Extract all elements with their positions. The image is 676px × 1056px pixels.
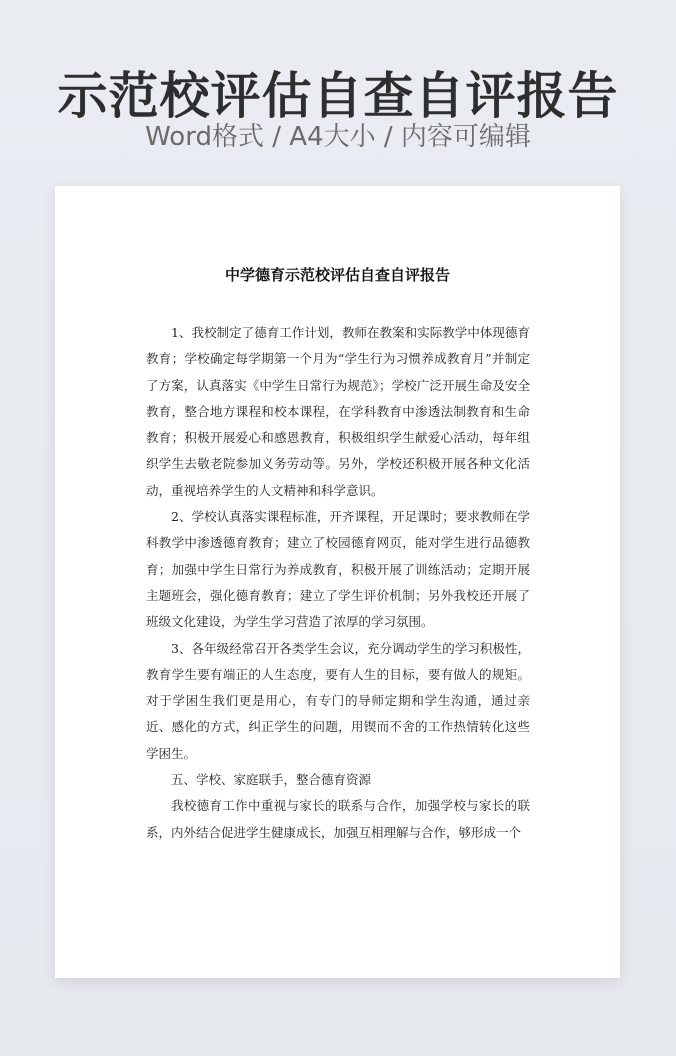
banner-title: 示范校评估自查自评报告 bbox=[57, 67, 619, 125]
paragraph-3: 3、各年级经常召开各类学生会议，充分调动学生的学习积极性，教育学生要有端正的人生态度，要有人生的目标，要有做人的规矩。对于学困生我们更是用心，有专门的导师定期和学生沟通，通过亲近、感化的方式，纠正学生的问题，用锲而不舍的工作热情转化这些学困生。 bbox=[146, 640, 530, 761]
paragraph-1: 1、我校制定了德育工作计划，教师在教案和实际教学中体现德育教育；学校确定每学期第一个月为“学生行为习惯养成教育月”并制定了方案，认真落实《中学生日常行为规范》；学校广泛开展生命及安全教育，整合地方课程和校本课程，在学科教育中渗透法制教育和生命教育；积极开展爱心和感恩教育，积极组织学生献爱心活动，每年组织学生去敬老院参加义务劳动等。另外，学校还积极开展各种文化活动，重视培养学生的人文精神和科学意识。 bbox=[146, 325, 530, 498]
document-body bbox=[146, 320, 530, 846]
banner-subtitle: Word格式 / A4大小 / 内容可编辑 bbox=[145, 122, 531, 152]
paragraph-4: 我校德育工作中重视与家长的联系与合作，加强学校与家长的联系，内外结合促进学生健康成长，加强互相理解与合作，够形成一个 bbox=[146, 798, 530, 840]
paragraph-2: 2、学校认真落实课程标准，开齐课程，开足课时；要求教师在学科教学中渗透德育教育；建立了校园德育网页，能对学生进行品德教育；加强中学生日常行为养成教育，积极开展了训练活动；定期开展主题班会，强化德育教育；建立了学生评价机制；另外我校还开展了班级文化建设，为学生学习营造了浓厚的学习氛围。 bbox=[146, 509, 530, 630]
document-page bbox=[55, 186, 620, 978]
section-heading: 五、学校、家庭联手，整合德育资源 bbox=[171, 772, 372, 788]
document-title: 中学德育示范校评估自查自评报告 bbox=[224, 266, 450, 284]
